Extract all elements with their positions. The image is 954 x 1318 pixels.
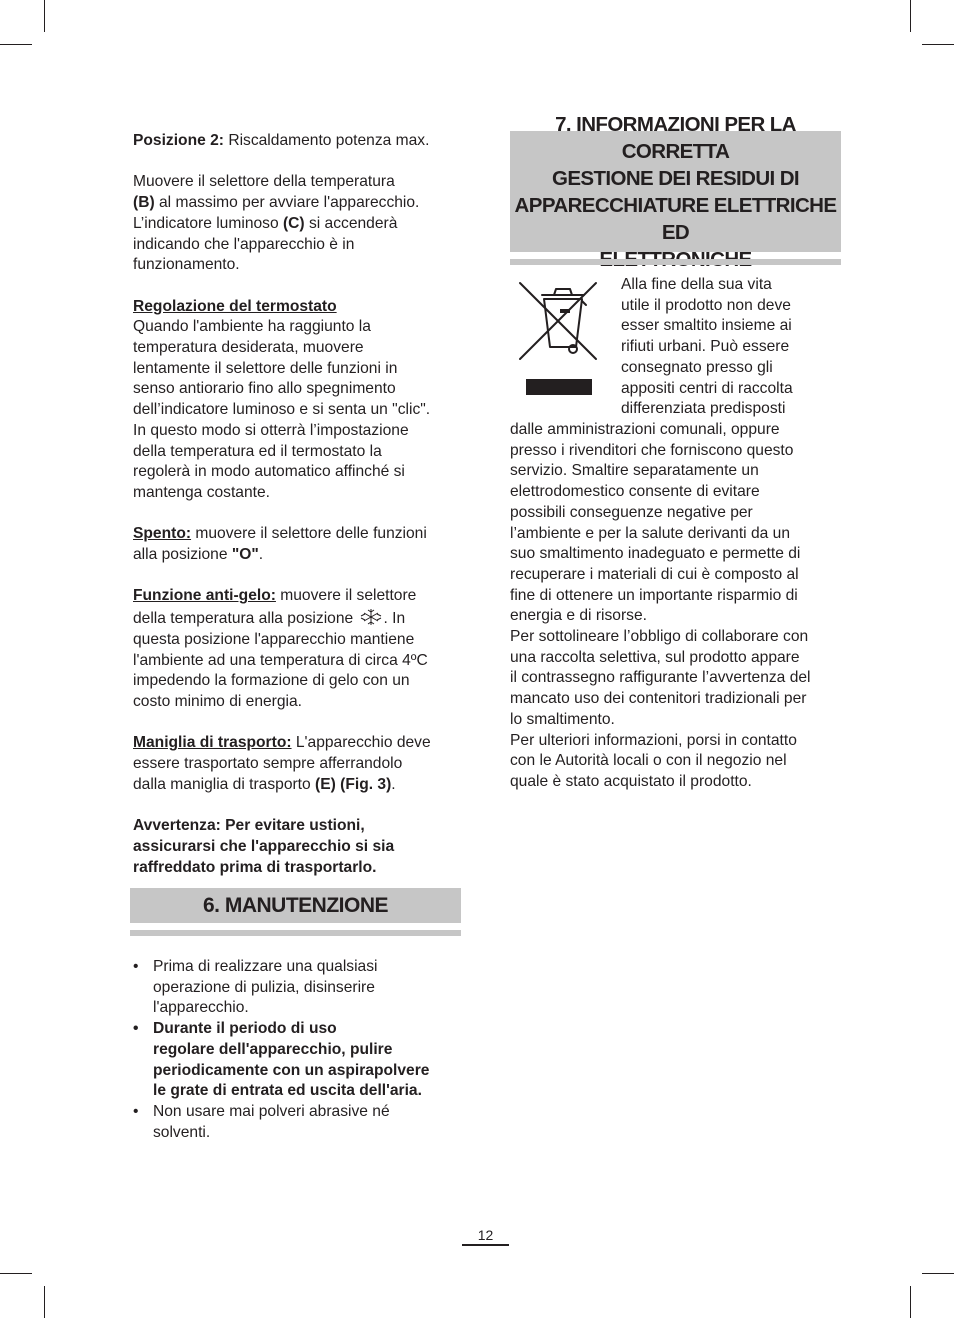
posizione2-label: Posizione 2: <box>133 132 224 149</box>
page-number: 12 <box>477 1227 494 1243</box>
bullet-dot: • <box>133 1020 139 1038</box>
text-line: mantenga costante. <box>133 483 270 501</box>
bullet-dot: • <box>133 1102 139 1120</box>
text-line: appositi centri di raccolta <box>621 379 793 397</box>
text-line: consegnato presso gli <box>621 358 773 376</box>
text-line: al massimo per avviare l'apparecchio. <box>154 194 420 212</box>
list-item <box>133 1102 465 1143</box>
text-line: Per sottolineare l’obbligo di collaborare con <box>510 628 809 646</box>
ref-c: (C) <box>282 214 305 232</box>
text-line: essere trasportato sempre afferrandolo <box>133 755 403 773</box>
text-line: lo smaltimento. <box>510 710 615 728</box>
text-line: della temperatura alla posizione <box>133 610 358 628</box>
text-line: si accenderà <box>304 214 398 232</box>
text-line: esser smaltito insieme ai <box>621 317 792 335</box>
text-line: le grate di entrata ed uscita dell'aria. <box>153 1082 422 1100</box>
text-line: questa posizione l'apparecchio mantiene <box>133 630 415 648</box>
crop-mark-tl-v <box>44 0 45 32</box>
crop-mark-br-h <box>922 1273 954 1274</box>
text-line: l’ambiente e per la salute derivanti da un <box>510 524 790 542</box>
text-line: rifiuti urbani. Può essere <box>621 338 790 356</box>
text-line: dell’indicatore luminoso e si senta un "clic". <box>133 401 431 419</box>
text-line: differenziata predisposti <box>621 400 786 418</box>
text-line: L’indicatore luminoso <box>133 214 283 232</box>
text-line: indicando che l'apparecchio è in <box>133 235 355 253</box>
crop-mark-tr-h <box>922 44 954 45</box>
text-line: Durante il periodo di uso <box>153 1020 337 1038</box>
off-label: Spento: <box>133 525 192 543</box>
text-line: possibili conseguenze negative per <box>510 503 753 521</box>
text-line: operazione di pulizia, disinserire <box>153 978 375 996</box>
text-line: Quando l'ambiente ha raggiunto la <box>133 318 371 336</box>
text-line: l'apparecchio. <box>153 999 249 1017</box>
warning-line: raffreddato prima di trasportarlo. <box>133 858 377 876</box>
crop-mark-br-v <box>910 1286 911 1318</box>
figure-ref: (E) (Fig. 3) <box>315 775 392 793</box>
temperature-selector-paragraph <box>133 172 465 276</box>
text-line: servizio. Smaltire separatamente un <box>510 462 759 480</box>
section-7-heading <box>510 112 841 252</box>
antifreeze-label: Funzione anti-gelo: <box>133 587 276 605</box>
position-o: "O" <box>231 546 259 564</box>
warning-paragraph <box>133 816 465 878</box>
text-line: il contrassegno raffigurante l’avvertenza del <box>510 669 811 687</box>
text-line: elettrodomestico consente di evitare <box>510 483 760 501</box>
text-line: . <box>258 546 264 564</box>
snowflake-icon <box>358 607 384 627</box>
maintenance-list <box>133 957 465 1143</box>
text-line: suo smaltimento inadeguato e permette di <box>510 545 801 563</box>
list-item <box>133 957 465 1019</box>
section-7-rule <box>510 259 841 265</box>
antifreeze-paragraph <box>133 586 465 712</box>
text-line: regolare dell'apparecchio, pulire <box>153 1040 393 1058</box>
crop-mark-bl-v <box>44 1286 45 1318</box>
text-line: Prima di realizzare una qualsiasi <box>153 958 378 975</box>
text-line: periodicamente con un aspirapolvere <box>153 1061 430 1079</box>
heading-line: 7. INFORMAZIONI PER LA CORRETTA <box>555 112 796 163</box>
text-line: . In <box>383 610 406 628</box>
heading-line: APPARECCHIATURE ELETTRICHE ED <box>514 193 837 244</box>
text-line: mancato uso dei contenitori tradizionali per <box>510 690 807 708</box>
section-6-heading: 6. MANUTENZIONE <box>130 888 461 923</box>
text-line: recuperare i materiali di cui è composto al <box>510 565 799 583</box>
text-line: Non usare mai polveri abrasive né <box>153 1102 390 1120</box>
text-line: Alla fine della sua vita <box>621 276 772 293</box>
list-item <box>133 1019 465 1102</box>
ref-b: (B) <box>133 194 155 212</box>
page-number-rule <box>462 1244 509 1246</box>
text-line: In questo modo si otterrà l’impostazione <box>133 421 409 439</box>
left-column <box>133 131 465 878</box>
handle-label: Maniglia di trasporto: <box>133 734 292 752</box>
warning-line: assicurarsi che l'apparecchio si sia <box>133 837 395 855</box>
text-line: utile il prodotto non deve <box>621 296 791 314</box>
off-paragraph <box>133 524 465 565</box>
crop-mark-bl-h <box>0 1273 32 1274</box>
text-line: una raccolta selettiva, sul prodotto appare <box>510 648 800 666</box>
text-line: L'apparecchio deve <box>291 734 431 752</box>
text-line: impedendo la formazione di gelo con un <box>133 672 410 690</box>
text-line: Muovere il selettore della temperatura <box>133 173 395 191</box>
crossed-out-wheelie-bin-icon <box>516 279 602 397</box>
posizione2-text: Riscaldamento potenza max. <box>223 132 430 149</box>
warning-line: Avvertenza: Per evitare ustioni, <box>133 817 365 835</box>
text-line: fine di ottenere un importante risparmio di <box>510 586 798 604</box>
text-line: solventi. <box>153 1123 211 1141</box>
text-line: muovere il selettore delle funzioni <box>191 525 427 543</box>
text-line: dalla maniglia di trasporto <box>133 775 316 793</box>
crop-mark-tr-v <box>910 0 911 32</box>
crop-mark-tl-h <box>0 44 32 45</box>
text-line: regolerà in modo automatico affinché si <box>133 463 405 481</box>
weee-intro-text <box>621 275 843 420</box>
thermostat-title: Regolazione del termostato <box>133 297 337 315</box>
text-line: l'ambiente ad una temperatura di circa 4ºC <box>133 651 428 669</box>
text-line: muovere il selettore <box>275 587 417 605</box>
text-line: presso i rivenditori che forniscono questo <box>510 441 794 459</box>
text-line: della temperatura ed il termostato la <box>133 442 382 460</box>
text-line: temperatura desiderata, muovere <box>133 339 364 356</box>
text-line: Per ulteriori informazioni, porsi in contatto <box>510 731 797 749</box>
text-line: . <box>391 775 396 793</box>
posizione2-paragraph <box>133 131 465 152</box>
text-line: quale è stato acquistato il prodotto. <box>510 772 752 790</box>
text-line: energia e di risorse. <box>510 607 647 625</box>
section-6-rule <box>130 930 461 936</box>
text-line: alla posizione <box>133 546 232 564</box>
handle-paragraph <box>133 733 465 795</box>
heading-line: GESTIONE DEI RESIDUI DI <box>551 166 800 190</box>
text-line: funzionamento. <box>133 256 240 274</box>
text-line: costo minimo di energia. <box>133 692 303 710</box>
bullet-dot: • <box>133 958 139 975</box>
text-line: con le Autorità locali o con il negozio nel <box>510 752 787 770</box>
text-line: dalle amministrazioni comunali, oppure <box>510 421 780 438</box>
text-line: lentamente il selettore delle funzioni in <box>133 359 398 377</box>
text-line: senso antiorario fino allo spegnimento <box>133 380 396 398</box>
thermostat-paragraph <box>133 297 465 504</box>
weee-body-text <box>510 420 844 793</box>
